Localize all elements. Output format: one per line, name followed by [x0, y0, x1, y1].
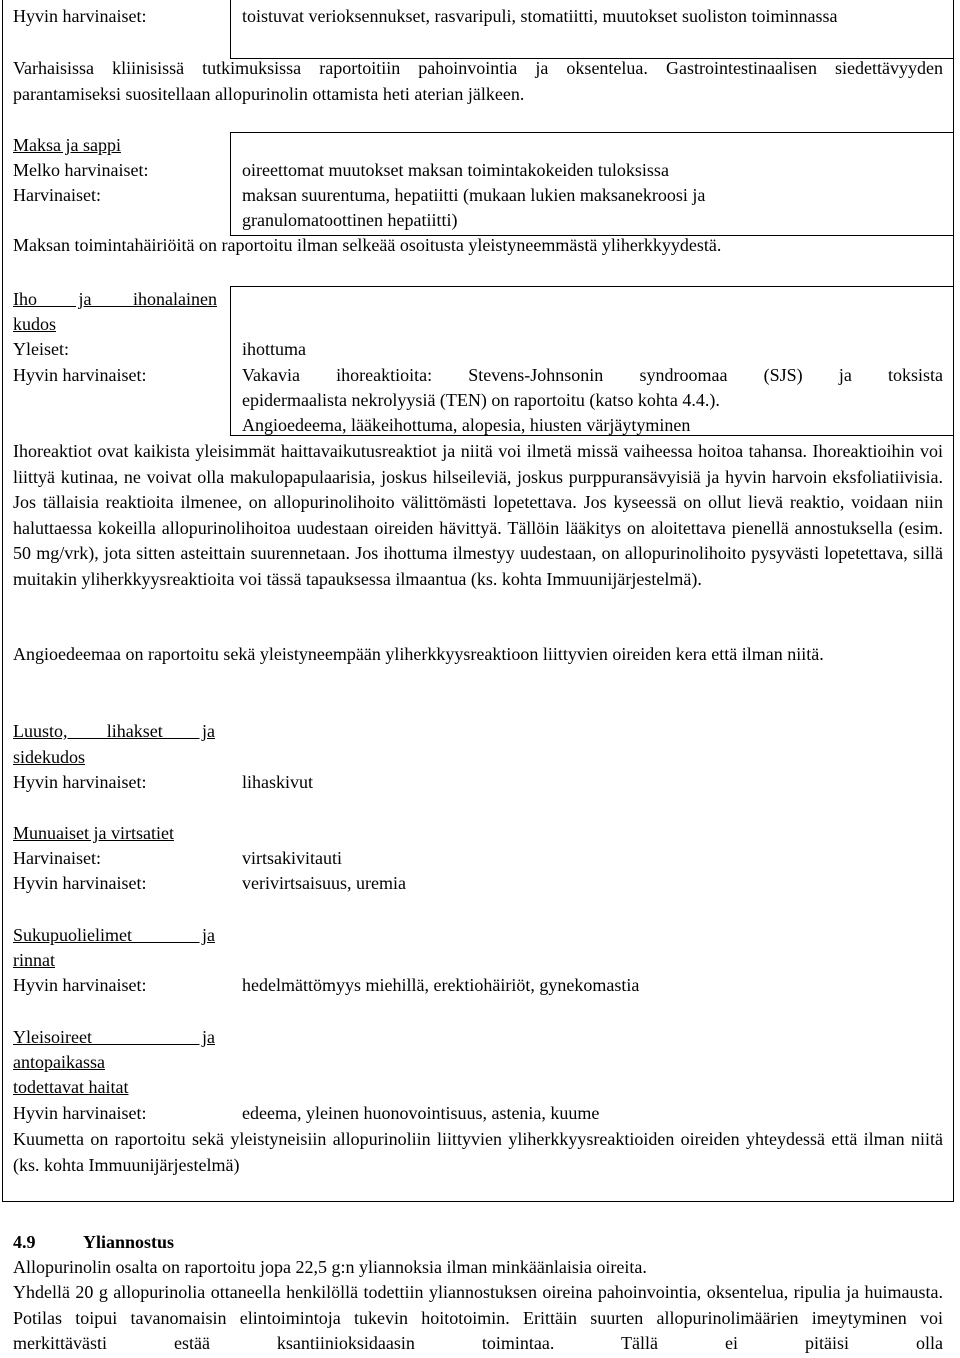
skin-heading-1: Iho ja ihonalainen [13, 289, 217, 309]
renal-rare-label: Harvinaiset: [13, 848, 101, 868]
liver-rare-effects-1: maksan suurentuma, hepatiitti (mukaan lukien maksanekroosi ja [242, 185, 706, 205]
general-heading-1: Yleisoireet ja [13, 1027, 215, 1047]
skin-very-rare-effects-1: Vakavia ihoreaktioita: Stevens-Johnsonin syndroomaa (SJS) ja toksista [242, 365, 943, 385]
reproductive-heading-1: Sukupuolielimet ja [13, 925, 215, 945]
musculo-very-rare-effects: lihaskivut [242, 772, 313, 792]
musculo-very-rare-label: Hyvin harvinaiset: [13, 772, 147, 792]
section-number: 4.9 [13, 1232, 36, 1252]
column-divider-skin [230, 286, 231, 436]
row-divider-skin-top [230, 286, 954, 287]
liver-rare-label: Harvinaiset: [13, 185, 101, 205]
gi-note: Varhaisissa kliinisissä tutkimuksissa raportoitiin pahoinvointia ja oksentelua. Gastrointestinaalisen siedettävyyden parantamiseksi suositellaan allopurinolin ottamista heti aterian jälkeen. [13, 58, 943, 104]
skin-note-1: Ihoreaktiot ovat kaikista yleisimmät haittavaikutusreaktiot ja niitä voi ilmetä missä vaiheessa hoitoa tahansa. Ihoreaktioihin voi liittyä kutinaa, ne voivat olla makulopapulaarisia, joskus hilseileviä, joskus purppuransävyisiä ja hyvin harvoin eksfoliatiivisia. Jos tällaisia reaktioita ilmenee, on allopurinolihoito välittömästi lopetettava. Jos kyseessä on ollut lievä reaktio, voidaan niin haluttaessa kokeilla allopurinolihoitoa uudestaan oireiden hävittyä. Tällöin lääkitys on aloitettava pienellä annostuksella (esim. 50 mg/vrk), jota sitten asteittain suurennetaan. Jos ihottuma ilmestyy uudestaan, on allopurinolihoito pysyvästi lopetettava, sillä muitakin yliherkkyysreaktioita voi tässä tapauksessa ilmaantua (ks. kohta Immuunijärjestelmä). [13, 441, 943, 589]
renal-heading: Munuaiset ja virtsatiet [13, 823, 174, 843]
reproductive-heading-2: rinnat [13, 950, 55, 970]
reproductive-very-rare-label: Hyvin harvinaiset: [13, 975, 147, 995]
liver-uncommon-effects: oireettomat muutokset maksan toimintakokeiden tuloksissa [242, 160, 669, 180]
section-title: Yliannostus [83, 1232, 175, 1252]
skin-heading-2: kudos [13, 314, 57, 334]
musculo-heading-1: Luusto, lihakset ja [13, 721, 215, 741]
renal-very-rare-label: Hyvin harvinaiset: [13, 873, 147, 893]
column-divider-gi [230, 0, 231, 59]
section-para-2: Yhdellä 20 g allopurinolia ottaneella henkilöllä todettiin yliannostuksen oireina pahoinvointia, oksentelua, ripulia ja huimausta. Potilas toipui tavanomaisin elintoimintoja tukevin hoitotoimin. Erittäin suurten allopurinolimäärien imeytyminen voi merkittävästi estää ksantiinioksidaasin toimintaa. Tällä ei pitäisi olla [13, 1282, 943, 1353]
general-heading-2: antopaikassa [13, 1052, 105, 1072]
renal-very-rare-effects: verivirtsaisuus, uremia [242, 873, 406, 893]
general-heading-3: todettavat haitat [13, 1077, 129, 1097]
renal-rare-effects: virtsakivitauti [242, 848, 342, 868]
gi-very-rare-label: Hyvin harvinaiset: [13, 6, 147, 26]
skin-very-rare-effects-3: Angioedeema, lääkeihottuma, alopesia, hiusten värjäytyminen [242, 415, 691, 435]
general-very-rare-effects: edeema, yleinen huonovointisuus, astenia, kuume [242, 1103, 600, 1123]
general-very-rare-label: Hyvin harvinaiset: [13, 1103, 147, 1123]
skin-common-label: Yleiset: [13, 339, 69, 359]
row-divider-liver-top [230, 132, 954, 133]
gi-very-rare-effects: toistuvat verioksennukset, rasvaripuli, stomatiitti, muutokset suoliston toiminnassa [242, 6, 838, 26]
reproductive-very-rare-effects: hedelmättömyys miehillä, erektiohäiriöt, gynekomastia [242, 975, 640, 995]
section-heading [13, 1230, 174, 1256]
column-divider-liver [230, 132, 231, 236]
musculo-heading-2: sidekudos [13, 747, 85, 767]
liver-uncommon-label: Melko harvinaiset: [13, 160, 149, 180]
skin-very-rare-effects-2: epidermaalista nekrolyysiä (TEN) on raportoitu (katso kohta 4.4.). [242, 390, 720, 410]
skin-common-effects: ihottuma [242, 339, 306, 359]
liver-heading: Maksa ja sappi [13, 135, 121, 155]
section-para-1: Allopurinolin osalta on raportoitu jopa 22,5 g:n yliannoksia ilman minkäänlaisia oireita. [13, 1257, 647, 1277]
liver-note: Maksan toimintahäiriöitä on raportoitu ilman selkeää osoitusta yleistyneemmästä yliherkkyydestä. [13, 235, 722, 255]
skin-very-rare-label: Hyvin harvinaiset: [13, 365, 147, 385]
skin-note-2: Angioedeemaa on raportoitu sekä yleistyneempään yliherkkyysreaktioon liittyvien oireiden kera että ilman niitä. [13, 644, 824, 664]
general-note: Kuumetta on raportoitu sekä yleistyneisiin allopurinoliin liittyvien yliherkkyysreaktioiden oireiden yhteydessä että ilman niitä (ks. kohta Immuunijärjestelmä) [13, 1129, 943, 1175]
liver-rare-effects-2: granulomatoottinen hepatiitti) [242, 210, 458, 230]
